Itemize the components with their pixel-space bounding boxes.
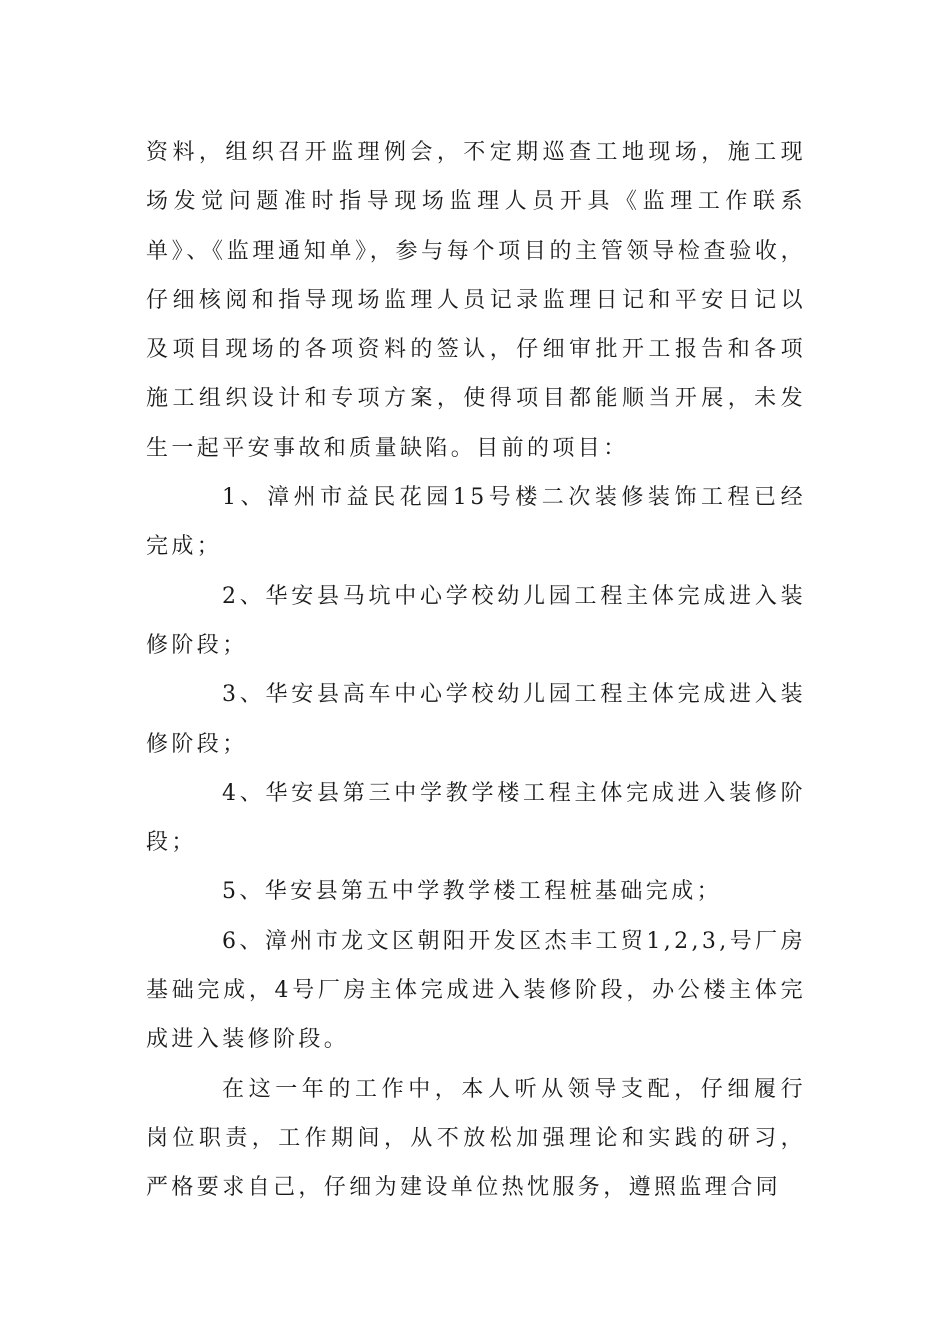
- project-item-3: 3、华安县高车中心学校幼儿园工程主体完成进入装修阶段；: [146, 682, 806, 757]
- paragraph-work-summary: 在这一年的工作中，本人听从领导支配，仔细履行岗位职责，工作期间，从不放松加强理论和实践的研习，严格要求自己，仔细为建设单位热忱服务，遵照监理合同: [146, 1076, 806, 1201]
- project-item-1: 1、漳州市益民花园15号楼二次装修装饰工程已经完成；: [146, 485, 806, 560]
- project-item-5: 5、华安县第五中学教学楼工程桩基础完成；: [222, 879, 722, 905]
- paragraph-continuation: 资料，组织召开监理例会，不定期巡查工地现场，施工现场发觉问题准时指导现场监理人员开具《监理工作联系单》、《监理通知单》，参与每个项目的主管领导检查验收，仔细核阅和指导现场监理人员记录监理日记和平安日记以及项目现场的各项资料的签认，仔细审批开工报告和各项施工组织设计和专项方案，使得项目都能顺当开展，未发生一起平安事故和质量缺陷。目前的项目：: [146, 140, 806, 461]
- document-body: [146, 128, 806, 1213]
- project-item-2: 2、华安县马坑中心学校幼儿园工程主体完成进入装修阶段；: [146, 583, 806, 658]
- project-item-6: 6、漳州市龙文区朝阳开发区杰丰工贸1,2,3,号厂房基础完成，4号厂房主体完成进入装修阶段，办公楼主体完成进入装修阶段。: [146, 928, 806, 1053]
- project-item-4: 4、华安县第三中学教学楼工程主体完成进入装修阶段；: [146, 780, 806, 856]
